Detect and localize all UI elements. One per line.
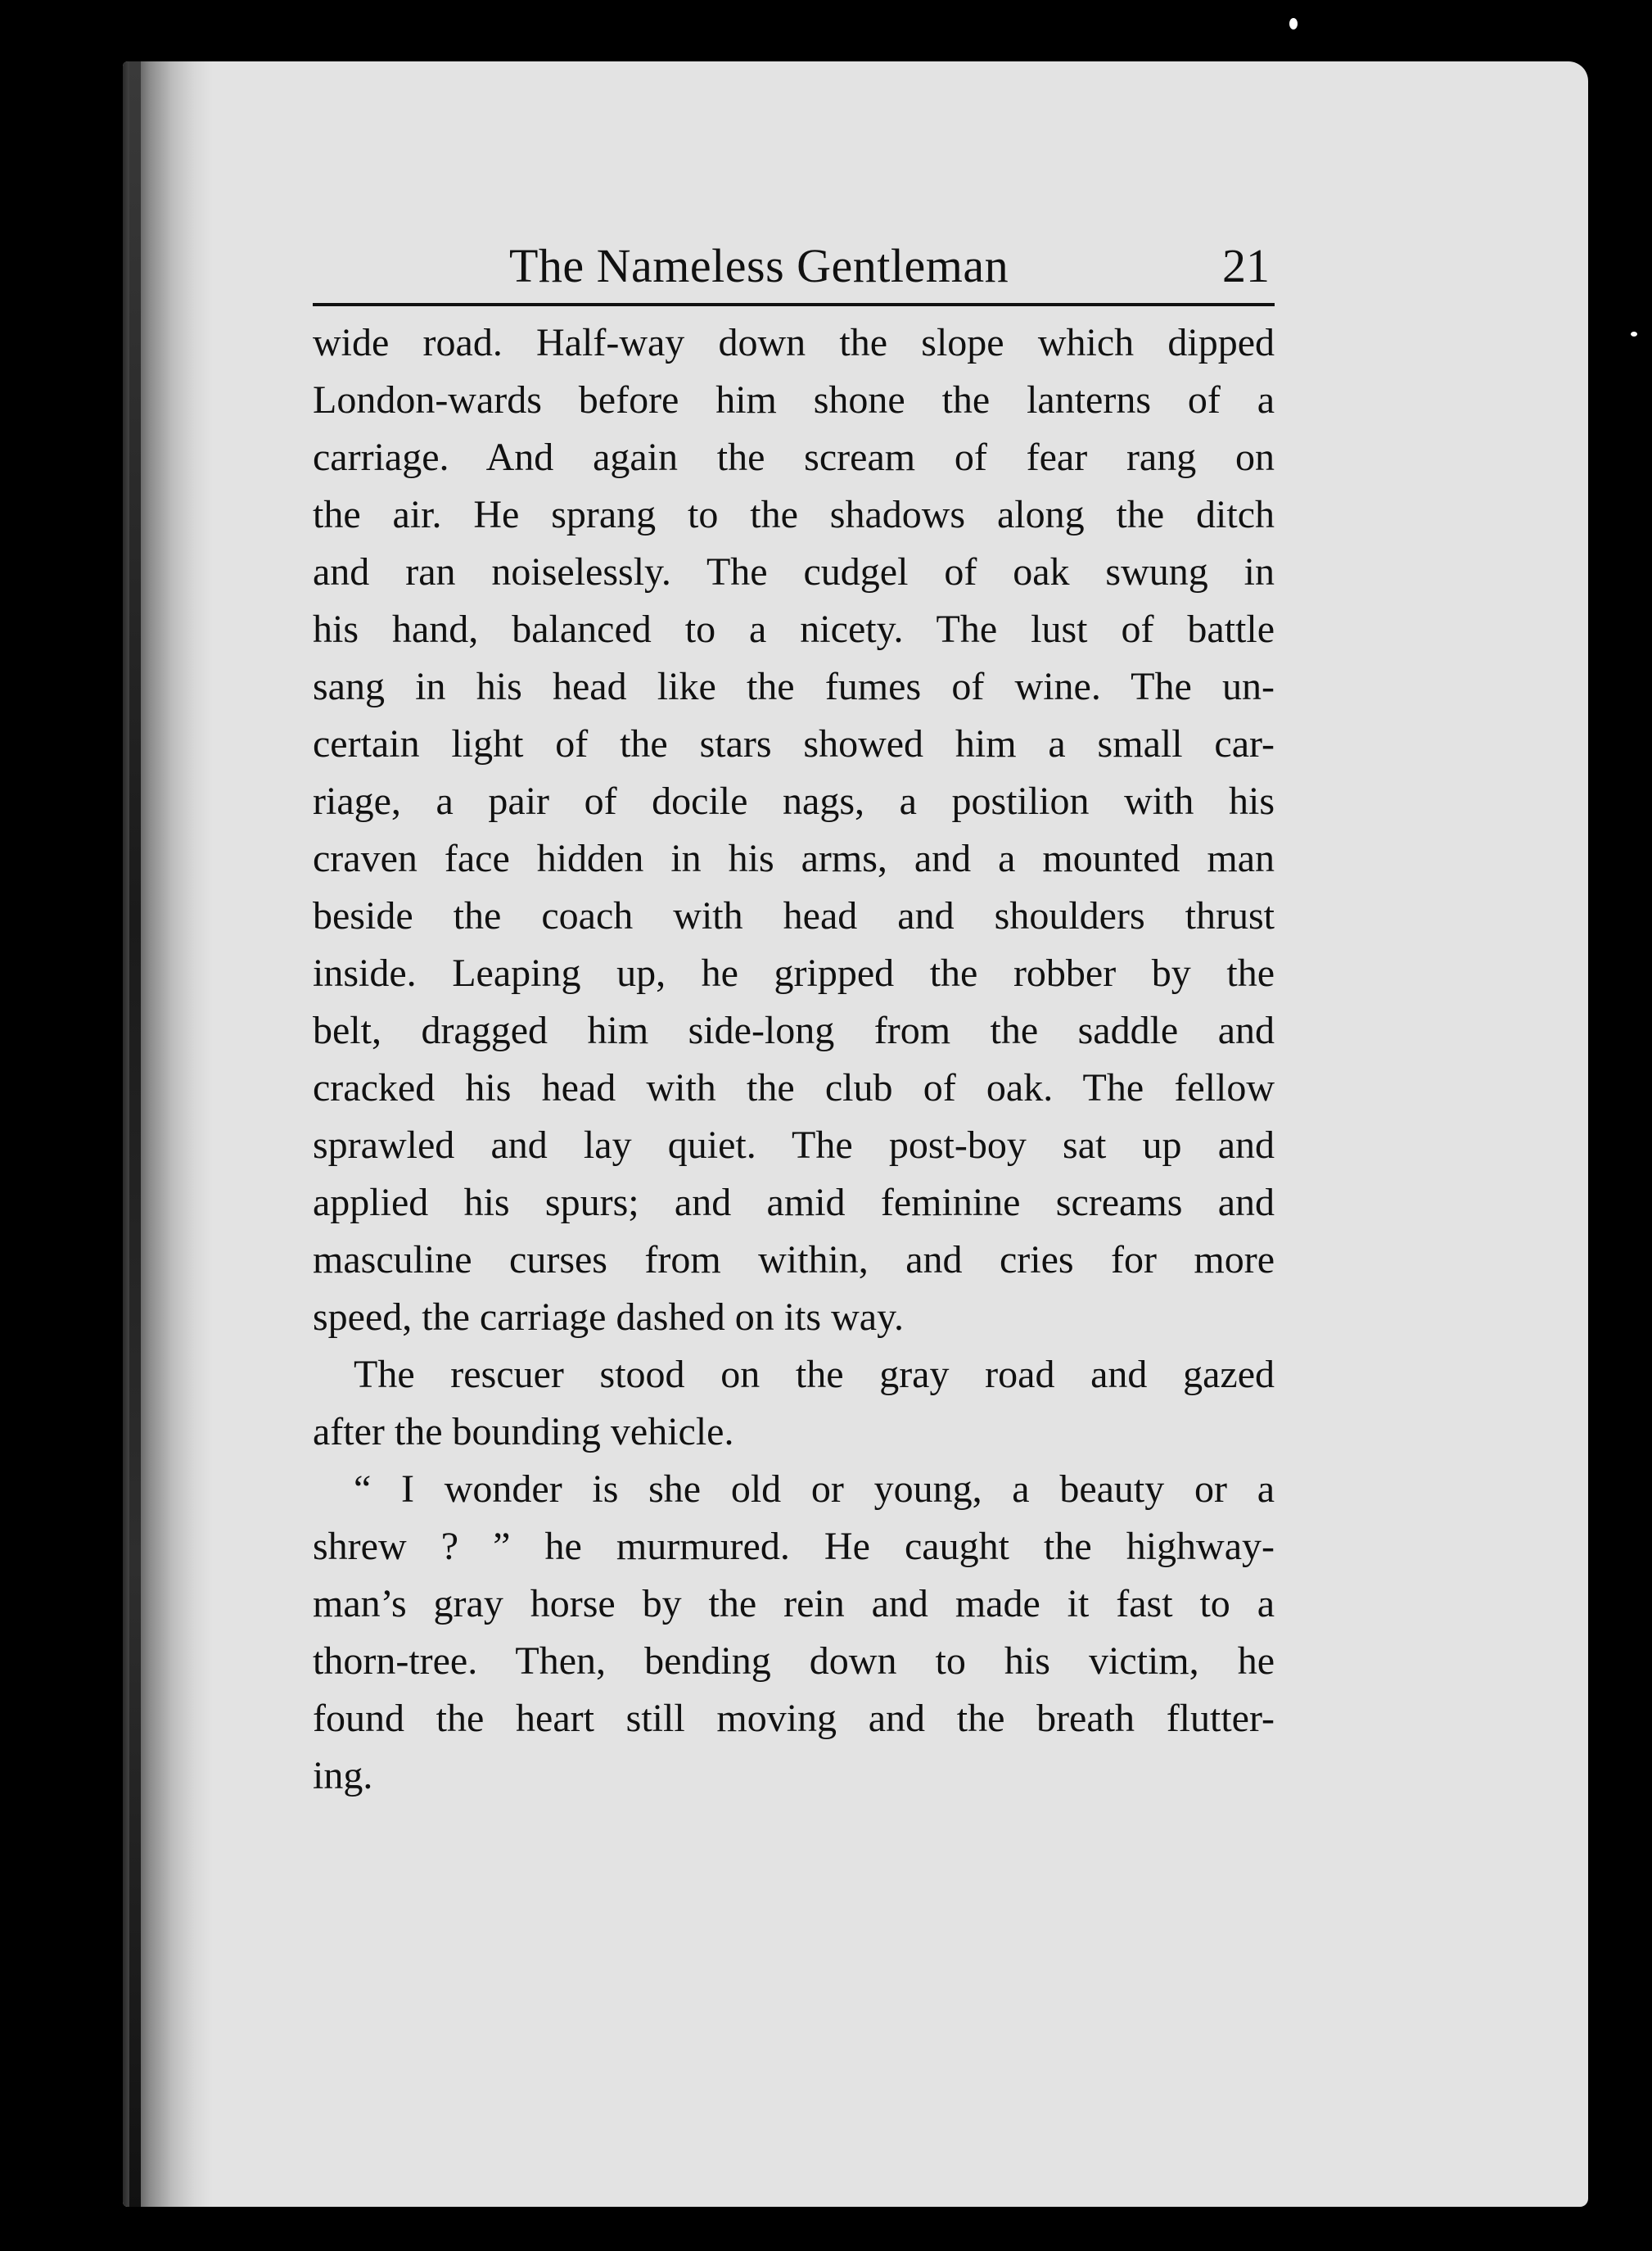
text-line: after the bounding vehicle. bbox=[313, 1410, 734, 1453]
paragraph bbox=[313, 314, 1275, 1346]
text-line: sang in his head like the fumes of wine. The un- bbox=[313, 665, 1275, 708]
text-line: applied his spurs; and amid feminine screams and bbox=[313, 1181, 1275, 1224]
text-line: riage, a pair of docile nags, a postilion with his bbox=[313, 780, 1275, 823]
text-line: shrew ? ” he murmured. He caught the highway- bbox=[313, 1525, 1275, 1568]
book-page bbox=[123, 61, 1588, 2207]
running-head bbox=[313, 233, 1275, 306]
running-title: The Nameless Gentleman bbox=[509, 239, 1009, 292]
binding-edge bbox=[129, 61, 141, 2207]
text-line: carriage. And again the scream of fear rang on bbox=[313, 436, 1275, 479]
text-line: ing. bbox=[313, 1754, 373, 1797]
binding-gutter bbox=[123, 61, 213, 2207]
text-line: speed, the carriage dashed on its way. bbox=[313, 1295, 904, 1339]
text-line: the air. He sprang to the shadows along the ditch bbox=[313, 493, 1275, 536]
text-line: his hand, balanced to a nicety. The lust of battle bbox=[313, 608, 1275, 651]
paragraph bbox=[313, 1461, 1275, 1805]
paragraph bbox=[313, 1346, 1275, 1461]
text-line: found the heart still moving and the breath flutter- bbox=[313, 1697, 1275, 1740]
text-line: and ran noiselessly. The cudgel of oak swung in bbox=[313, 550, 1275, 594]
text-line: wide road. Half-way down the slope which dipped bbox=[313, 321, 1275, 364]
body-text bbox=[313, 314, 1275, 1805]
text-line: man’s gray horse by the rein and made it fast to a bbox=[313, 1582, 1275, 1625]
text-line: London-wards before him shone the lanterns of a bbox=[313, 378, 1275, 422]
text-block bbox=[313, 233, 1275, 1805]
text-line: The rescuer stood on the gray road and gazed bbox=[354, 1353, 1275, 1396]
text-line: thorn-tree. Then, bending down to his victim, he bbox=[313, 1639, 1275, 1683]
text-line: craven face hidden in his arms, and a mounted man bbox=[313, 837, 1275, 880]
text-line: sprawled and lay quiet. The post-boy sat up and bbox=[313, 1123, 1275, 1167]
text-line: beside the coach with head and shoulders thrust bbox=[313, 894, 1275, 938]
text-line: “ I wonder is she old or young, a beauty or a bbox=[354, 1467, 1275, 1511]
scan-speck bbox=[1289, 18, 1298, 29]
text-line: masculine curses from within, and cries for more bbox=[313, 1238, 1275, 1281]
scan-speck bbox=[1631, 332, 1637, 337]
text-line: belt, dragged him side-long from the saddle and bbox=[313, 1009, 1275, 1052]
text-line: cracked his head with the club of oak. The fellow bbox=[313, 1066, 1275, 1110]
page-number: 21 bbox=[1222, 239, 1270, 292]
text-line: certain light of the stars showed him a small car- bbox=[313, 722, 1275, 766]
text-line: inside. Leaping up, he gripped the robber by the bbox=[313, 951, 1275, 995]
